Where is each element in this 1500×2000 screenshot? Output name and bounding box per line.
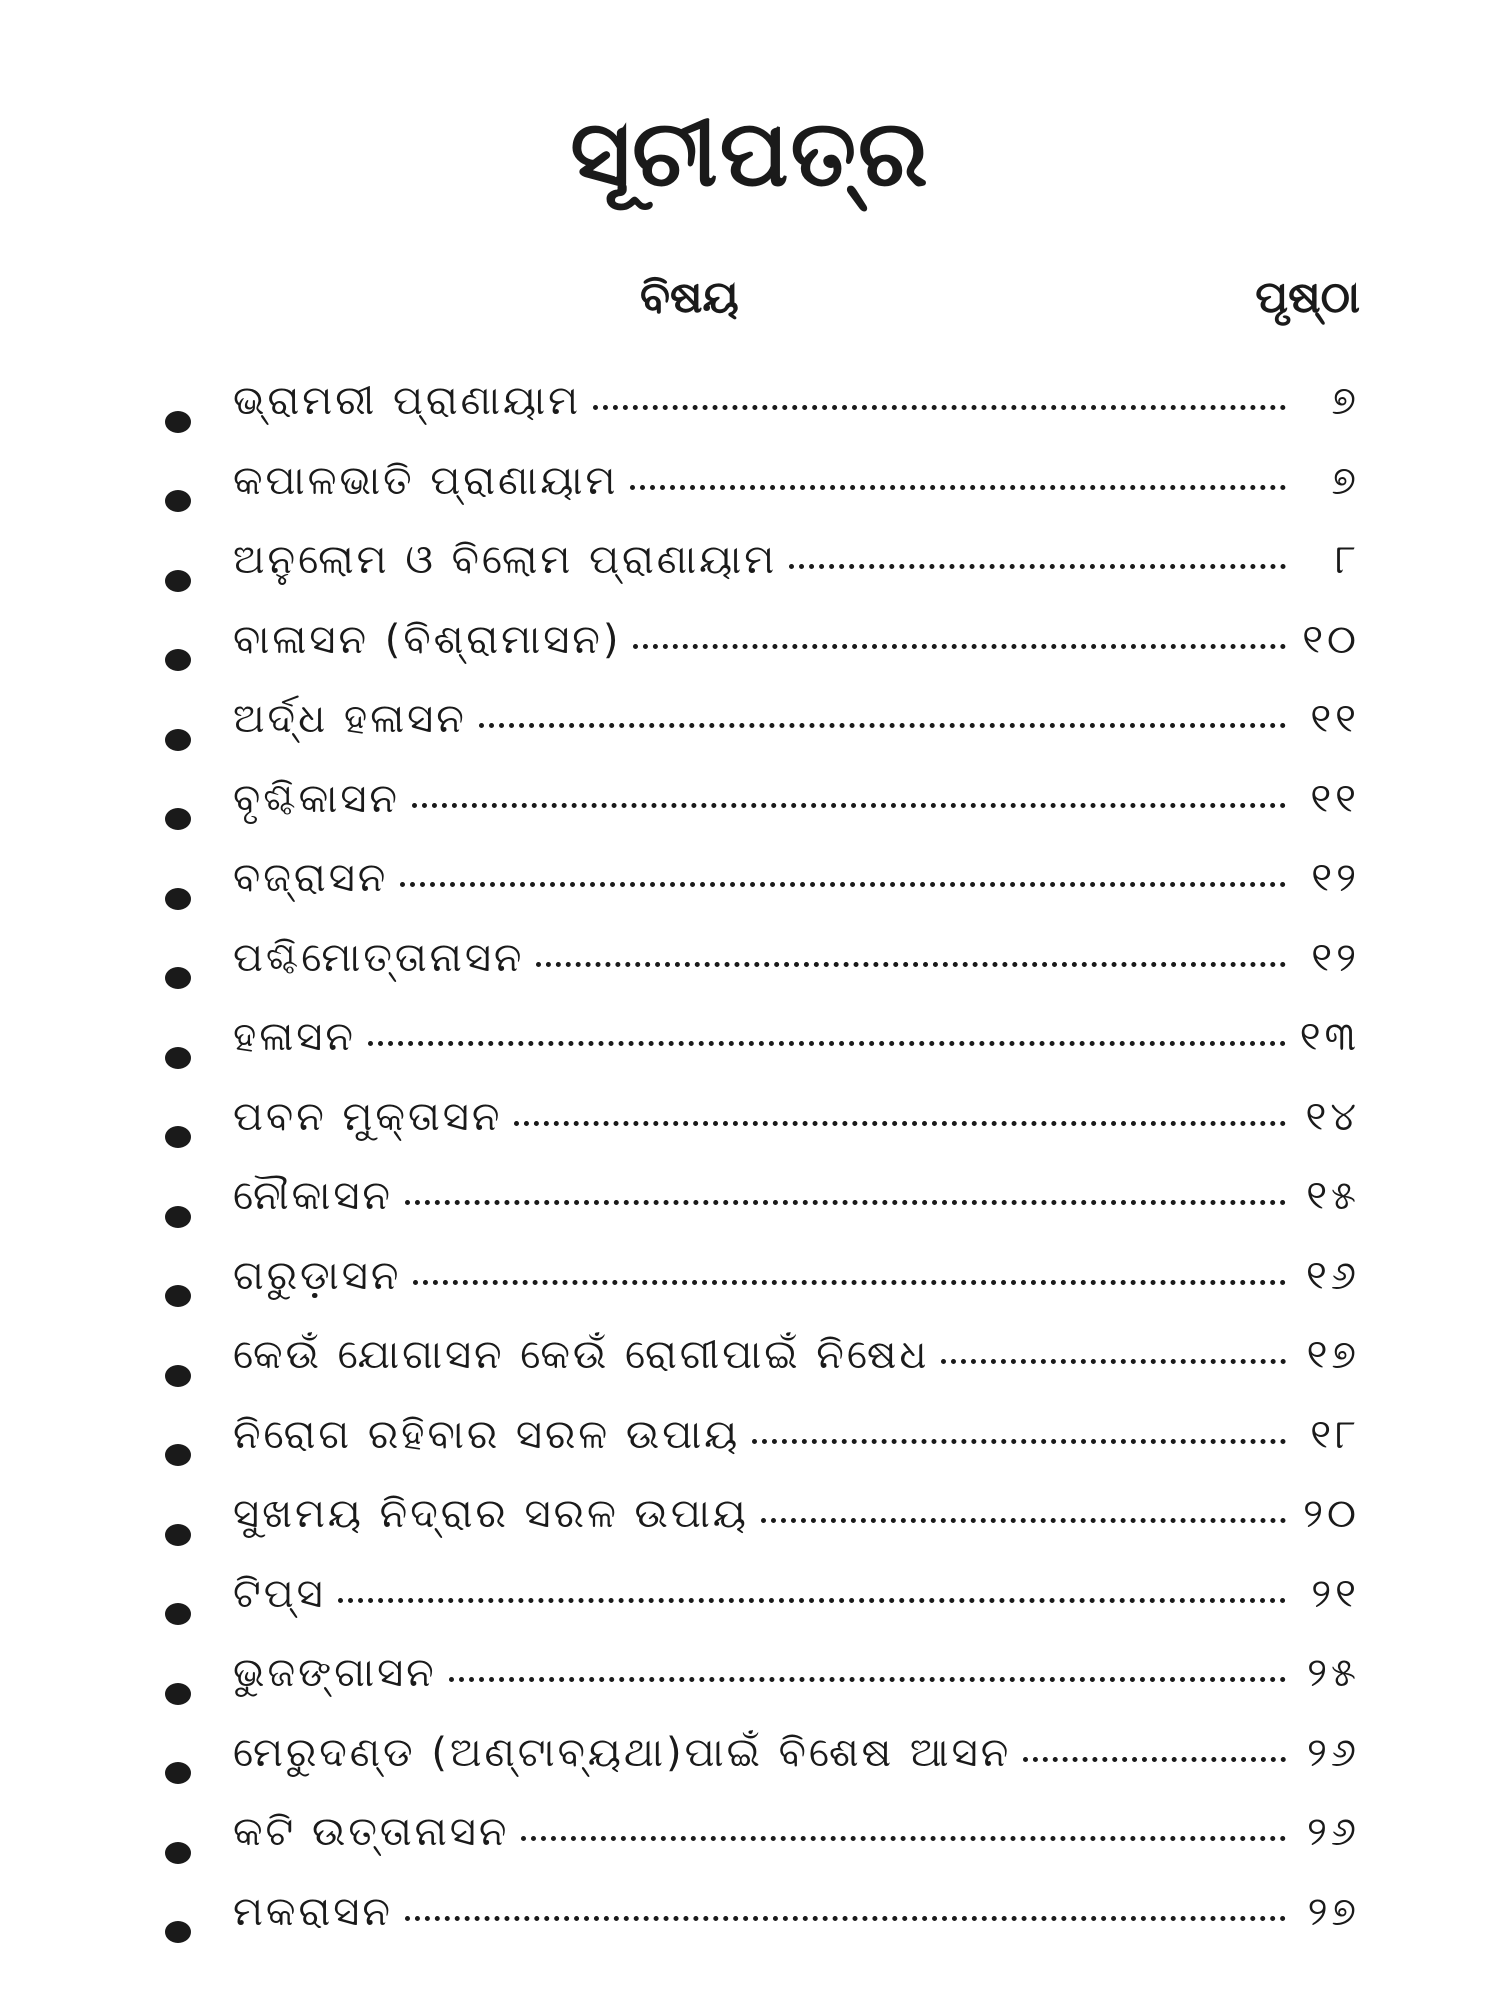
toc-entry-title: ଗରୁଡ଼ାସନ — [233, 1252, 402, 1299]
toc-entry — [165, 617, 1360, 697]
toc-entry-page: ୮ — [1335, 537, 1360, 583]
toc-entry-title: ବୃଶ୍ଚିକାସନ — [233, 775, 400, 822]
page-column-heading: ପୃଷ୍ଠା — [1255, 272, 1360, 323]
page-title: ସୂଚୀପତ୍ର — [570, 100, 930, 207]
toc-entry-page: ୧୫ — [1306, 1173, 1360, 1219]
toc-entry-page: ୨୬ — [1306, 1809, 1360, 1855]
bullet-icon — [165, 1524, 191, 1546]
bullet-icon — [165, 1047, 191, 1069]
dot-leader — [630, 485, 1286, 490]
toc-entry — [165, 1809, 1360, 1889]
toc-entry-title: ଭ୍ରାମରୀ ପ୍ରାଣାୟାମ — [233, 378, 582, 424]
bullet-icon — [165, 490, 191, 512]
dot-leader — [761, 1518, 1286, 1523]
toc-entry-title: ମକରାସନ — [233, 1888, 393, 1935]
toc-entry — [165, 378, 1360, 458]
toc-entry-title: ନିରୋଗ ରହିବାର ସରଳ ଉପାୟ — [233, 1411, 741, 1458]
toc-entry — [165, 537, 1360, 617]
toc-entry-title: ଭୁଜଙ୍ଗାସନ — [233, 1650, 437, 1696]
bullet-icon — [165, 1842, 191, 1864]
dot-leader — [413, 1280, 1286, 1285]
toc-entry-page: ୨୦ — [1303, 1491, 1360, 1537]
bullet-icon — [165, 808, 191, 830]
dot-leader — [752, 1439, 1286, 1444]
toc-entry — [165, 1253, 1360, 1333]
toc-entry-title: ସୁଖମୟ ନିଦ୍ରାର ସରଳ ଉପାୟ — [233, 1491, 749, 1537]
dot-leader — [412, 803, 1286, 808]
bullet-icon — [165, 1285, 191, 1307]
toc-entry-title: ବଜ୍ରାସନ — [233, 855, 389, 901]
dot-leader — [479, 723, 1286, 728]
bullet-icon — [165, 967, 191, 989]
toc-entry — [165, 1014, 1360, 1094]
bullet-icon — [165, 1762, 191, 1784]
dot-leader — [1023, 1757, 1286, 1762]
toc-entry-title: କପାଳଭାତି ପ୍ରାଣାୟାମ — [233, 457, 619, 504]
bullet-icon — [165, 1206, 191, 1228]
dot-leader — [368, 1041, 1286, 1046]
toc-entry-page: ୨୧ — [1311, 1570, 1360, 1617]
dot-leader — [941, 1359, 1286, 1364]
toc-entry-title: ଅନୁଲୋମ ଓ ବିଲୋମ ପ୍ରାଣାୟାମ — [233, 537, 778, 583]
bullet-icon — [165, 1921, 191, 1943]
toc-entry-page: ୧୭ — [1306, 1332, 1360, 1378]
bullet-icon — [165, 1365, 191, 1387]
bullet-icon — [165, 1603, 191, 1625]
bullet-icon — [165, 570, 191, 592]
toc-entry — [165, 1412, 1360, 1492]
toc-entry-page: ୨୭ — [1307, 1888, 1360, 1935]
toc-entry — [165, 458, 1360, 538]
toc-entry-title: କଟି ଉତ୍ତାନାସନ — [233, 1809, 510, 1855]
toc-entry-page: ୭ — [1331, 378, 1360, 424]
toc-entry-title: କେଉଁ ଯୋଗାସନ କେଉଁ ରୋଗୀପାଇଁ ନିଷେଧ — [233, 1332, 930, 1378]
toc-entry — [165, 696, 1360, 776]
bullet-icon — [165, 1126, 191, 1148]
toc-entry — [165, 935, 1360, 1015]
toc-entry-page: ୨୬ — [1306, 1729, 1360, 1776]
toc-entry — [165, 1094, 1360, 1174]
toc-entry-title: ଟିପ୍ସ — [233, 1570, 326, 1617]
toc-entry-page: ୧୮ — [1310, 1411, 1360, 1458]
dot-leader — [400, 882, 1286, 887]
dot-leader — [405, 1916, 1286, 1921]
dot-leader — [633, 644, 1286, 649]
toc-entry-page: ୨୫ — [1307, 1650, 1360, 1696]
table-of-contents — [165, 378, 1360, 1968]
dot-leader — [405, 1200, 1286, 1205]
bullet-icon — [165, 729, 191, 751]
toc-entry-page: ୧୩ — [1299, 1014, 1360, 1060]
toc-entry-page: ୧୨ — [1311, 855, 1360, 901]
bullet-icon — [165, 411, 191, 433]
toc-entry — [165, 855, 1360, 935]
toc-entry-page: ୧୨ — [1311, 934, 1360, 981]
bullet-icon — [165, 1683, 191, 1705]
dot-leader — [593, 405, 1286, 410]
dot-leader — [338, 1598, 1286, 1603]
toc-entry-page: ୧୧ — [1310, 775, 1360, 822]
bullet-icon — [165, 1444, 191, 1466]
toc-entry-page: ୭ — [1331, 457, 1360, 504]
toc-entry-title: ହଳାସନ — [233, 1014, 356, 1060]
toc-entry — [165, 1889, 1360, 1969]
dot-leader — [789, 564, 1286, 569]
toc-entry — [165, 1650, 1360, 1730]
toc-entry-title: ବାଳାସନ (ବିଶ୍ରାମାସନ) — [233, 616, 622, 663]
toc-entry — [165, 776, 1360, 856]
toc-entry — [165, 1173, 1360, 1253]
dot-leader — [449, 1677, 1286, 1682]
subject-column-heading: ବିଷୟ — [640, 272, 739, 323]
toc-entry-page: ୧୪ — [1305, 1093, 1360, 1140]
toc-entry — [165, 1491, 1360, 1571]
dot-leader — [536, 962, 1286, 967]
toc-entry-page: ୧୧ — [1310, 696, 1360, 742]
bullet-icon — [165, 649, 191, 671]
toc-entry — [165, 1332, 1360, 1412]
toc-entry-page: ୧୦ — [1302, 616, 1360, 663]
toc-entry — [165, 1730, 1360, 1810]
toc-entry-page: ୧୬ — [1306, 1252, 1360, 1299]
toc-entry-title: ମେରୁଦଣ୍ଡ (ଅଣ୍ଟାବ୍ୟଥା)ପାଇଁ ବିଶେଷ ଆସନ — [233, 1729, 1012, 1776]
toc-entry-title: ଅର୍ଦ୍ଧ ହଳାସନ — [233, 696, 467, 742]
toc-entry — [165, 1571, 1360, 1651]
toc-entry-title: ନୌକାସନ — [233, 1173, 393, 1219]
toc-entry-title: ପଶ୍ଚିମୋତ୍ତାନାସନ — [233, 934, 525, 981]
bullet-icon — [165, 888, 191, 910]
toc-entry-title: ପବନ ମୁକ୍ତାସନ — [233, 1093, 503, 1140]
dot-leader — [521, 1836, 1286, 1841]
dot-leader — [514, 1121, 1286, 1126]
